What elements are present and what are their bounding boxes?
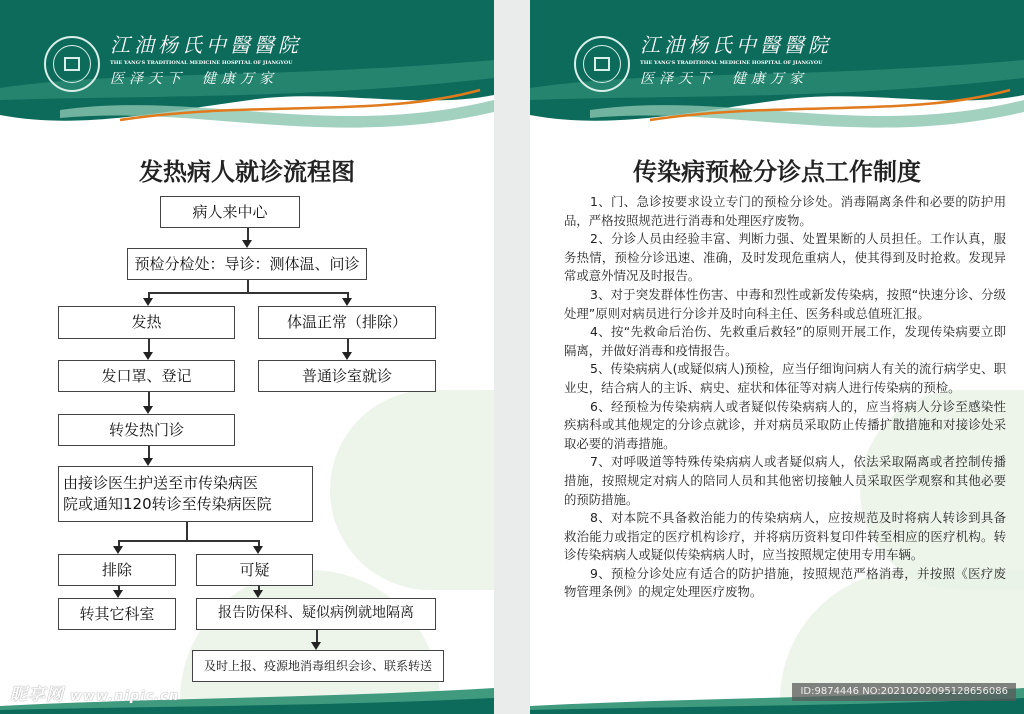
box-other-dept: 转其它科室	[58, 598, 176, 630]
box-transfer-fever: 转发热门诊	[58, 414, 235, 446]
box-normal: 体温正常（排除）	[258, 306, 436, 339]
decorative-circle	[330, 390, 494, 590]
box-report: 报告防保科、疑似病例就地隔离	[196, 598, 436, 630]
box-triage: 预检分检处：导诊：测体温、问诊	[127, 248, 367, 280]
rules-list	[564, 193, 1006, 602]
slogan-part: 医泽天下	[640, 71, 716, 87]
slogan-part: 健康万家	[732, 71, 808, 87]
hospital-logo	[44, 36, 100, 92]
rule-item: 6、经预检为传染病病人或者疑似传染病病人的，应当将病人分诊至感染性疾病科或其他规定的分诊点就诊，并对病员采取防止传播扩散措施和对接诊处采取必要的消毒措施。	[564, 398, 1006, 451]
box-exclude: 排除	[58, 554, 176, 586]
rules-poster	[530, 0, 1024, 714]
rule-item: 3、对于突发群体性伤害、中毒和烈性或新发传染病，按照“快速分诊、分级处理”原则对病员进行分诊并及时向科主任、医务科或总值班汇报。	[564, 286, 1006, 321]
slogan-part: 医泽天下	[110, 71, 186, 87]
image-id-tag: ID:9874446 NO:20210202095128656086	[792, 683, 1016, 701]
rule-item: 8、对本院不具备救治能力的传染病病人，应按规范及时将病人转诊到具备救治能力或指定的医疗机构诊疗，并将病历资料复印件转至相应的医疗机构。转诊传染病病人或疑似传染病病人时，应当按照规定使用专用车辆。	[564, 510, 1006, 563]
box-mask: 发口罩、登记	[58, 360, 235, 392]
box-start: 病人来中心	[160, 196, 300, 228]
hospital-english-name: THE YANG'S TRADITIONAL MEDICINE HOSPITAL OF JIANGYOU	[640, 60, 823, 66]
hospital-name: 江油杨氏中醫醫院	[110, 33, 302, 57]
hospital-name: 江油杨氏中醫醫院	[640, 33, 832, 57]
rule-item: 5、传染病病人(或疑似病人)预检，应当仔细询问病人有关的流行病学史、职业史，结合病人的主诉、病史、症状和体征等对病人进行传染病的预检。	[564, 361, 1006, 395]
escort-line: 由接诊医生护送至市传染病医	[63, 474, 259, 492]
hospital-slogan	[640, 69, 824, 89]
watermark	[10, 684, 179, 708]
hospital-slogan	[110, 69, 294, 89]
escort-line: 院或通知120转诊至传染病医院	[63, 495, 272, 513]
rule-item: 7、对呼吸道等特殊传染病病人或者疑似病人，依法采取隔离或者控制传播措施，按照规定对病人的陪同人员和其他密切接触人员采取医学观察和其他必要的预防措施。	[564, 454, 1006, 507]
hospital-english-name: THE YANG'S TRADITIONAL MEDICINE HOSPITAL OF JIANGYOU	[110, 60, 293, 66]
watermark-site: 昵享网	[10, 685, 64, 705]
box-escort	[58, 466, 313, 522]
slogan-part: 健康万家	[202, 71, 278, 87]
flowchart-title: 发热病人就诊流程图	[139, 157, 355, 186]
hospital-logo	[574, 36, 630, 92]
rules-title: 传染病预检分诊点工作制度	[633, 157, 921, 186]
rule-item: 1、门、急诊按要求设立专门的预检分诊处。消毒隔离条件和必要的防护用品，严格按照规范进行消毒和处理医疗废物。	[564, 194, 1006, 228]
rule-item: 2、分诊人员由经验丰富、判断力强、处置果断的人员担任。工作认真，服务热情，预检分诊迅速、准确，及时发现危重病人，使其得到及时抢救。发现异常或意外情况及时报告。	[564, 231, 1006, 284]
rule-item: 4、按“先救命后治伤、先救重后救轻”的原则开展工作，发现传染病要立即隔离，并做好消毒和疫情报告。	[564, 324, 1006, 358]
rule-item: 9、预检分诊处应有适合的防护措施，按照规范严格消毒，并按照《医疗废物管理条例》的规定处理医疗废物。	[564, 565, 1006, 600]
flowchart-poster	[0, 0, 494, 714]
watermark-url: www.nipic.cn	[70, 689, 180, 704]
box-report-up: 及时上报、疫源地消毒组织会诊、联系转送	[192, 650, 444, 682]
box-fever: 发热	[58, 306, 235, 339]
box-general: 普通诊室就诊	[258, 360, 436, 392]
box-suspect: 可疑	[196, 554, 313, 586]
